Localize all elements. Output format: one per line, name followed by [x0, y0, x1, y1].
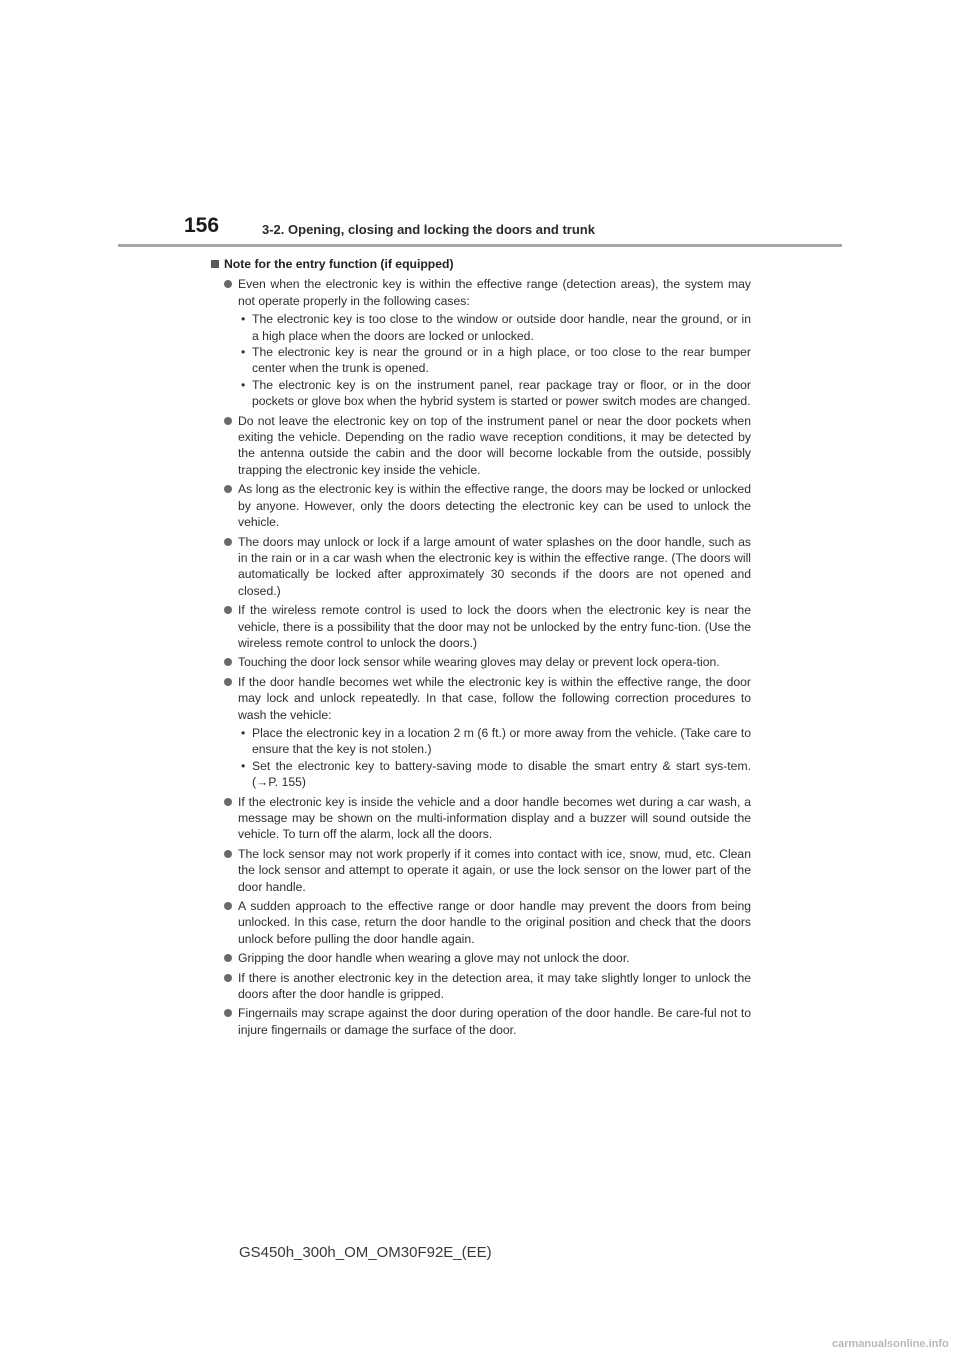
list-item: [211, 534, 751, 600]
list-item-text: If the electronic key is inside the vehicle and a door handle becomes wet during a car wash, a message may be shown on the multi-information display and a buzzer will sound outside the vehicle. To turn off the alarm, lock all the doors.: [238, 794, 751, 842]
list-item: [211, 674, 751, 791]
list-item: [211, 481, 751, 530]
list-item-text: The doors may unlock or lock if a large amount of water splashes on the door handle, such as in the rain or in a car wash when the electronic key is within the effective range. (The doors will automatically be locked after approximately 30 seconds if the doors are not opened and closed.): [238, 534, 751, 598]
list-item-text: The lock sensor may not work properly if it comes into contact with ice, snow, mud, etc. Clean the lock sensor and attempt to operate it again, or use the lock sensor on the lower part of the door handle.: [238, 846, 751, 894]
sub-bullet-icon: •: [241, 725, 246, 740]
sub-list-item-text: The electronic key is on the instrument panel, rear package tray or floor, or in the door pockets or glove box when the hybrid system is started or power switch modes are changed.: [252, 377, 751, 409]
list-item: [211, 950, 751, 966]
list-item-text: If the wireless remote control is used to lock the doors when the electronic key is near the vehicle, there is a possibility that the door may not be unlocked by the entry func-tion. (Use the wireless remote control to unlock the doors.): [238, 603, 751, 650]
bullet-dot-icon: [224, 974, 232, 982]
bullet-dot-icon: [224, 678, 232, 686]
page-number: 156: [184, 214, 220, 237]
list-item-text: As long as the electronic key is within the effective range, the doors may be locked or unlocked by anyone. However, only the doors detecting the electronic key can be used to unlock the vehicle.: [238, 482, 751, 530]
bullet-dot-icon: [224, 902, 232, 910]
sub-list-item-text: Place the electronic key in a location 2 m (6 ft.) or more away from the vehicle. (Take care to ensure that the key is not stolen.): [252, 725, 751, 757]
note-heading: [211, 256, 751, 272]
list-item: [211, 794, 751, 843]
sub-list-item: [211, 377, 751, 410]
bullet-dot-icon: [224, 658, 232, 666]
document-id: GS450h_300h_OM_OM30F92E_(EE): [239, 1244, 492, 1261]
list-item: [211, 276, 751, 409]
list-item-text: Touching the door lock sensor while wearing gloves may delay or prevent lock opera-tion.: [238, 655, 720, 670]
bullet-dot-icon: [224, 485, 232, 493]
watermark-text: carmanualsonline.info: [832, 1338, 949, 1350]
sub-bullet-icon: •: [241, 377, 246, 392]
bullet-dot-icon: [224, 606, 232, 614]
sub-list: [211, 725, 751, 791]
list-item: [211, 602, 751, 651]
sub-bullet-icon: •: [241, 345, 246, 360]
bullet-dot-icon: [224, 280, 232, 288]
list-item-text: Do not leave the electronic key on top of the instrument panel or near the door pockets when exiting the vehicle. Depending on the radio wave reception conditions, it may be detected by the antenna outside the cabin and the door will become lockable from the outside, possibly trapping the electronic key inside the vehicle.: [238, 413, 751, 477]
section-title: 3-2. Opening, closing and locking the doors and trunk: [262, 222, 595, 237]
sub-list-item-text: The electronic key is near the ground or in a high place, or too close to the rear bumper center when the trunk is opened.: [252, 345, 751, 376]
bullet-dot-icon: [224, 417, 232, 425]
sub-list-item-text: Set the electronic key to battery-saving mode to disable the smart entry & start sys-tem. (→P. 155): [252, 758, 751, 790]
sub-list: [211, 311, 751, 409]
sub-list-item: [211, 758, 751, 791]
note-heading-text: Note for the entry function (if equipped): [224, 257, 454, 271]
list-item: [211, 654, 751, 670]
bullet-dot-icon: [224, 798, 232, 806]
list-item: [211, 970, 751, 1003]
list-item-text: Fingernails may scrape against the door during operation of the door handle. Be care-ful not to injure fingernails or damage the surface of the door.: [238, 1006, 751, 1037]
list-item-text: If the door handle becomes wet while the electronic key is within the effective range, the door may lock and unlock repeatedly. In that case, follow the following correction procedures to wash the vehicle:: [238, 674, 751, 722]
header-divider: [118, 244, 842, 247]
sub-list-item: [211, 344, 751, 377]
list-item-text: A sudden approach to the effective range or door handle may prevent the doors from being unlocked. In this case, return the door handle to the original position and check that the doors unlock before pulling the door handle again.: [238, 899, 751, 946]
bullet-dot-icon: [224, 538, 232, 546]
list-item-text: Gripping the door handle when wearing a glove may not unlock the door.: [238, 951, 630, 966]
bullet-dot-icon: [224, 850, 232, 858]
sub-list-item: [211, 311, 751, 344]
bullet-dot-icon: [224, 954, 232, 962]
list-item: [211, 413, 751, 479]
note-section: [211, 256, 751, 1041]
square-bullet-icon: [211, 260, 219, 268]
sub-bullet-icon: •: [241, 312, 246, 327]
list-item-text: Even when the electronic key is within the effective range (detection areas), the system may not operate properly in the following cases:: [238, 277, 751, 308]
bullet-dot-icon: [224, 1009, 232, 1017]
sub-list-item-text: The electronic key is too close to the window or outside door handle, near the ground, or in a high place when the doors are locked or unlocked.: [252, 312, 751, 343]
list-item-text: If there is another electronic key in the detection area, it may take slightly longer to unlock the doors after the door handle is gripped.: [238, 970, 751, 1002]
sub-list-item: [211, 725, 751, 758]
list-item: [211, 898, 751, 947]
sub-bullet-icon: •: [241, 758, 246, 773]
list-item: [211, 1005, 751, 1038]
list-item: [211, 846, 751, 895]
